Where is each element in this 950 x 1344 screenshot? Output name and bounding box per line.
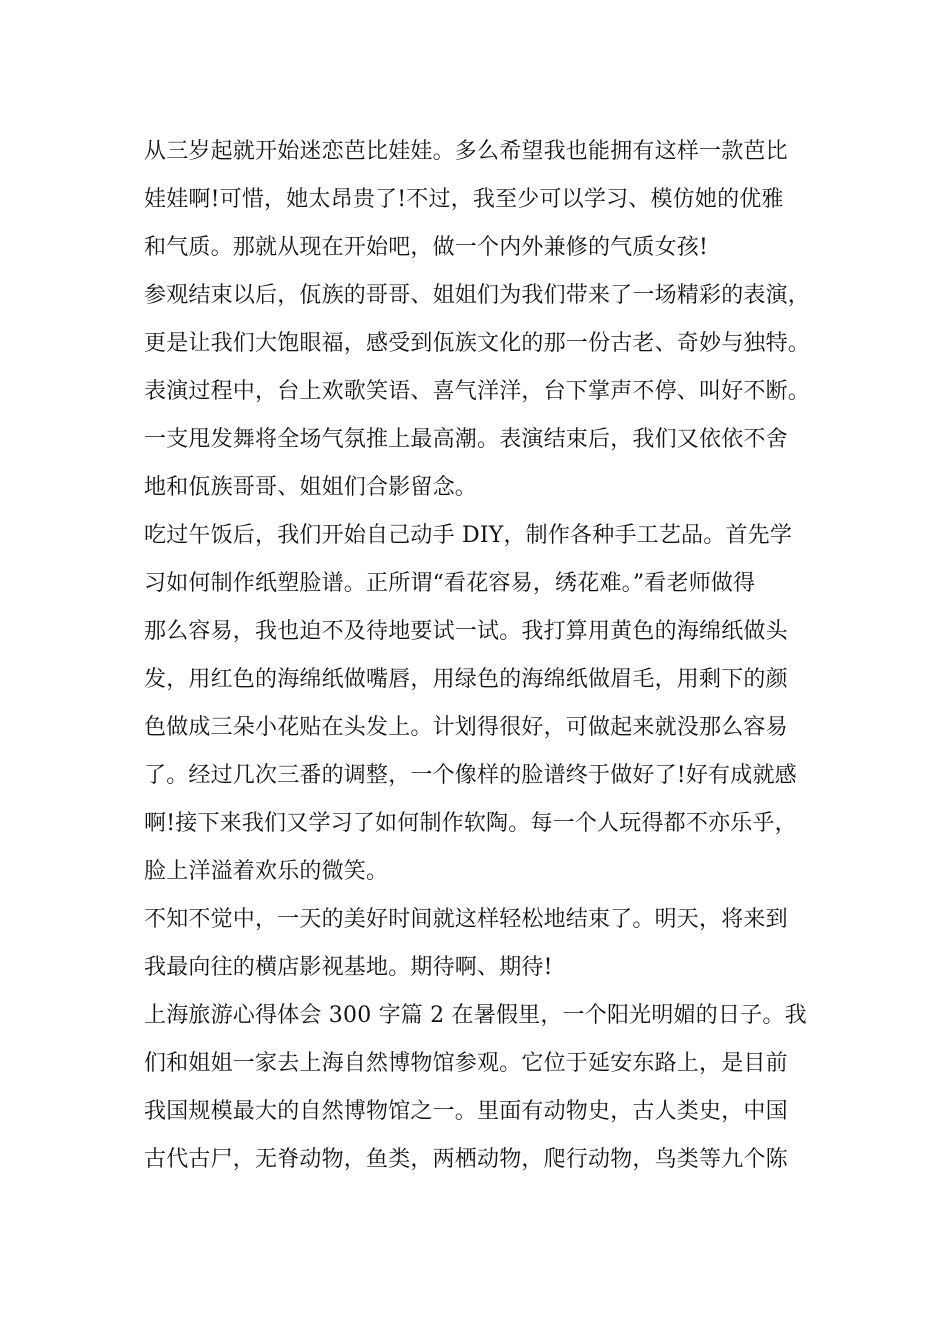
text-line: 我最向往的横店影视基地。期待啊、期待! [144,955,553,980]
text-line: 我国规模最大的自然博物馆之一。里面有动物史，古人类史，中国 [144,1099,788,1124]
text-line: 了。经过几次三番的调整，一个像样的脸谱终于做好了!好有成就感 [144,763,797,788]
text-line: 一支甩发舞将全场气氛推上最高潮。表演结束后，我们又依依不舍 [144,427,788,452]
text-line: 和气质。那就从现在开始吧，做一个内外兼修的气质女孩! [144,235,709,260]
paragraph [144,992,824,1184]
text-line: 不知不觉中，一天的美好时间就这样轻松地结束了。明天，将来到 [144,907,788,932]
text-line: 脸上洋溢着欢乐的微笑。 [144,859,389,884]
text-line: 更是让我们大饱眼福，感受到佤族文化的那一份古老、奇妙与独特。 [144,331,811,356]
text-line: 吃过午饭后，我们开始自己动手 DIY，制作各种手工艺品。首先学 [144,523,793,548]
paragraph [144,512,824,896]
paragraph [144,896,824,992]
text-line: 表演过程中，台上欢歌笑语、喜气洋洋，台下掌声不停、叫好不断。 [144,379,811,404]
text-line: 发，用红色的海绵纸做嘴唇，用绿色的海绵纸做眉毛，用剩下的颜 [144,667,788,692]
text-line: 习如何制作纸塑脸谱。正所谓“看花容易，绣花难。”看老师做得 [144,571,756,596]
text-line: 娃娃啊!可惜，她太昂贵了!不过，我至少可以学习、模仿她的优雅 [144,187,784,212]
text-line: 们和姐姐一家去上海自然博物馆参观。它位于延安东路上，是目前 [144,1051,788,1076]
text-line: 上海旅游心得体会 300 字篇 2 在暑假里，一个阳光明媚的日子。我 [144,1003,807,1028]
text-line: 色做成三朵小花贴在头发上。计划得很好，可做起来就没那么容易 [144,715,788,740]
text-line: 那么容易，我也迫不及待地要试一试。我打算用黄色的海绵纸做头 [144,619,788,644]
paragraph [144,128,824,272]
text-line: 啊!接下来我们又学习了如何制作软陶。每一个人玩得都不亦乐乎， [144,811,797,836]
text-line: 参观结束以后，佤族的哥哥、姐姐们为我们带来了一场精彩的表演， [144,283,811,308]
text-line: 古代古尸，无脊动物，鱼类，两栖动物，爬行动物，鸟类等九个陈 [144,1147,788,1172]
paragraph [144,272,824,512]
document-body [144,128,824,1184]
text-line: 从三岁起就开始迷恋芭比娃娃。多么希望我也能拥有这样一款芭比 [144,139,788,164]
text-line: 地和佤族哥哥、姐姐们合影留念。 [144,475,478,500]
